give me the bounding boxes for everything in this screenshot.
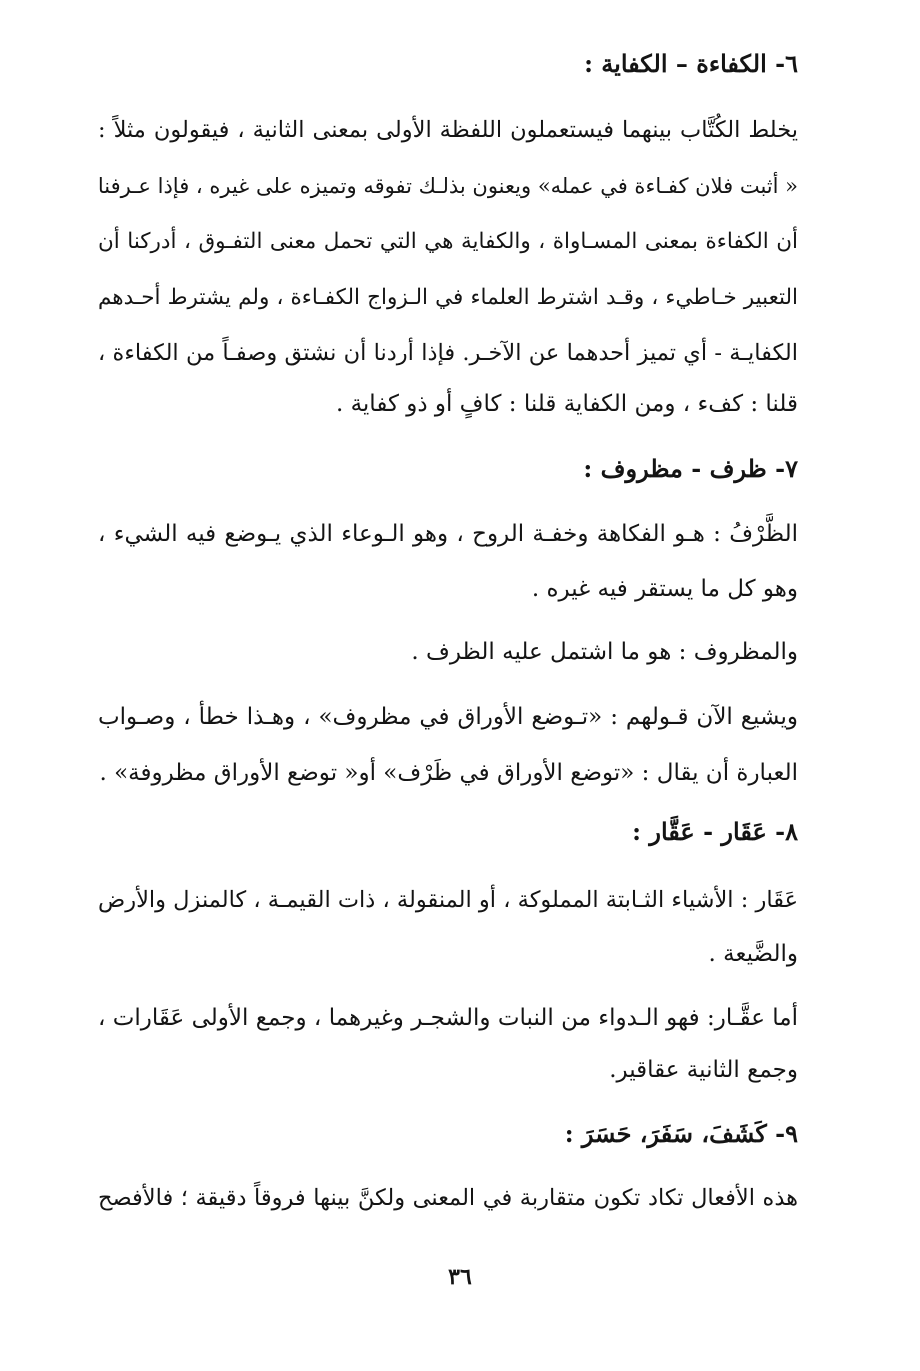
section-heading: ٧- ظرف - مظروف :: [583, 454, 798, 483]
section-heading: ٨- عَقَار - عَقَّار :: [632, 817, 798, 846]
text-line: وجمع الثانية عقاقير.: [609, 1057, 798, 1083]
text-line: قلنا : كفء ، ومن الكفاية قلنا : كافٍ أو ذو كفاية .: [335, 391, 798, 417]
section-heading: ٦- الكفاءة – الكفاية :: [584, 49, 798, 78]
text-line: عَقَار : الأشياء الثـابتة المملوكة ، أو المنقولة ، ذات القيمـة ، كالمنزل والأرض: [98, 887, 798, 913]
text-line: الكفايـة - أي تميز أحدهما عن الآخـر. فإذا أردنا أن نشتق وصفـاً من الكفاءة ،: [98, 340, 798, 366]
text-line: الظَّرْفُ : هـو الفكاهة وخفـة الروح ، وهو الـوعاء الذي يـوضع فيه الشيء ،: [98, 521, 798, 547]
text-line: وهو كل ما يستقر فيه غيره .: [531, 576, 798, 602]
text-line: والمظروف : هو ما اشتمل عليه الظرف .: [411, 639, 798, 665]
text-line: ويشيع الآن قـولهم : «تـوضع الأوراق في مظروف» ، وهـذا خطأ ، وصـواب: [98, 704, 798, 730]
text-line: التعبير خـاطيء ، وقـد اشترط العلماء في الـزواج الكفـاءة ، ولم يشترط أحـدهم: [98, 285, 798, 310]
text-line: يخلط الكُتَّاب بينهما فيستعملون اللفظة الأولى بمعنى الثانية ، فيقولون مثلاً :: [98, 117, 798, 143]
text-line: والضَّيعة .: [708, 941, 798, 967]
text-line: « أثبت فلان كفـاءة في عمله» ويعنون بذلـك تفوقه وتميزه على غيره ، فإذا عـرفنا: [97, 174, 798, 198]
section-heading: ٩- كَشَفَ، سَفَرَ، حَسَرَ :: [564, 1119, 798, 1148]
page-number: ٣٦: [448, 1264, 472, 1290]
text-line: أما عقَّـار: فهو الـدواء من النبات والشجـر وغيرهما ، وجمع الأولى عَقَارات ،: [98, 1005, 798, 1031]
text-line: العبارة أن يقال : «توضع الأوراق في ظَرْف» أو« توضع الأوراق مظروفة» .: [99, 760, 798, 786]
text-line: هذه الأفعال تكاد تكون متقاربة في المعنى ولكنَّ بينها فروقاً دقيقة ؛ فالأفصح: [98, 1185, 798, 1211]
text-line: أن الكفاءة بمعنى المسـاواة ، والكفاية هي التي تحمل معنى التفـوق ، أدركنا أن: [98, 229, 798, 254]
